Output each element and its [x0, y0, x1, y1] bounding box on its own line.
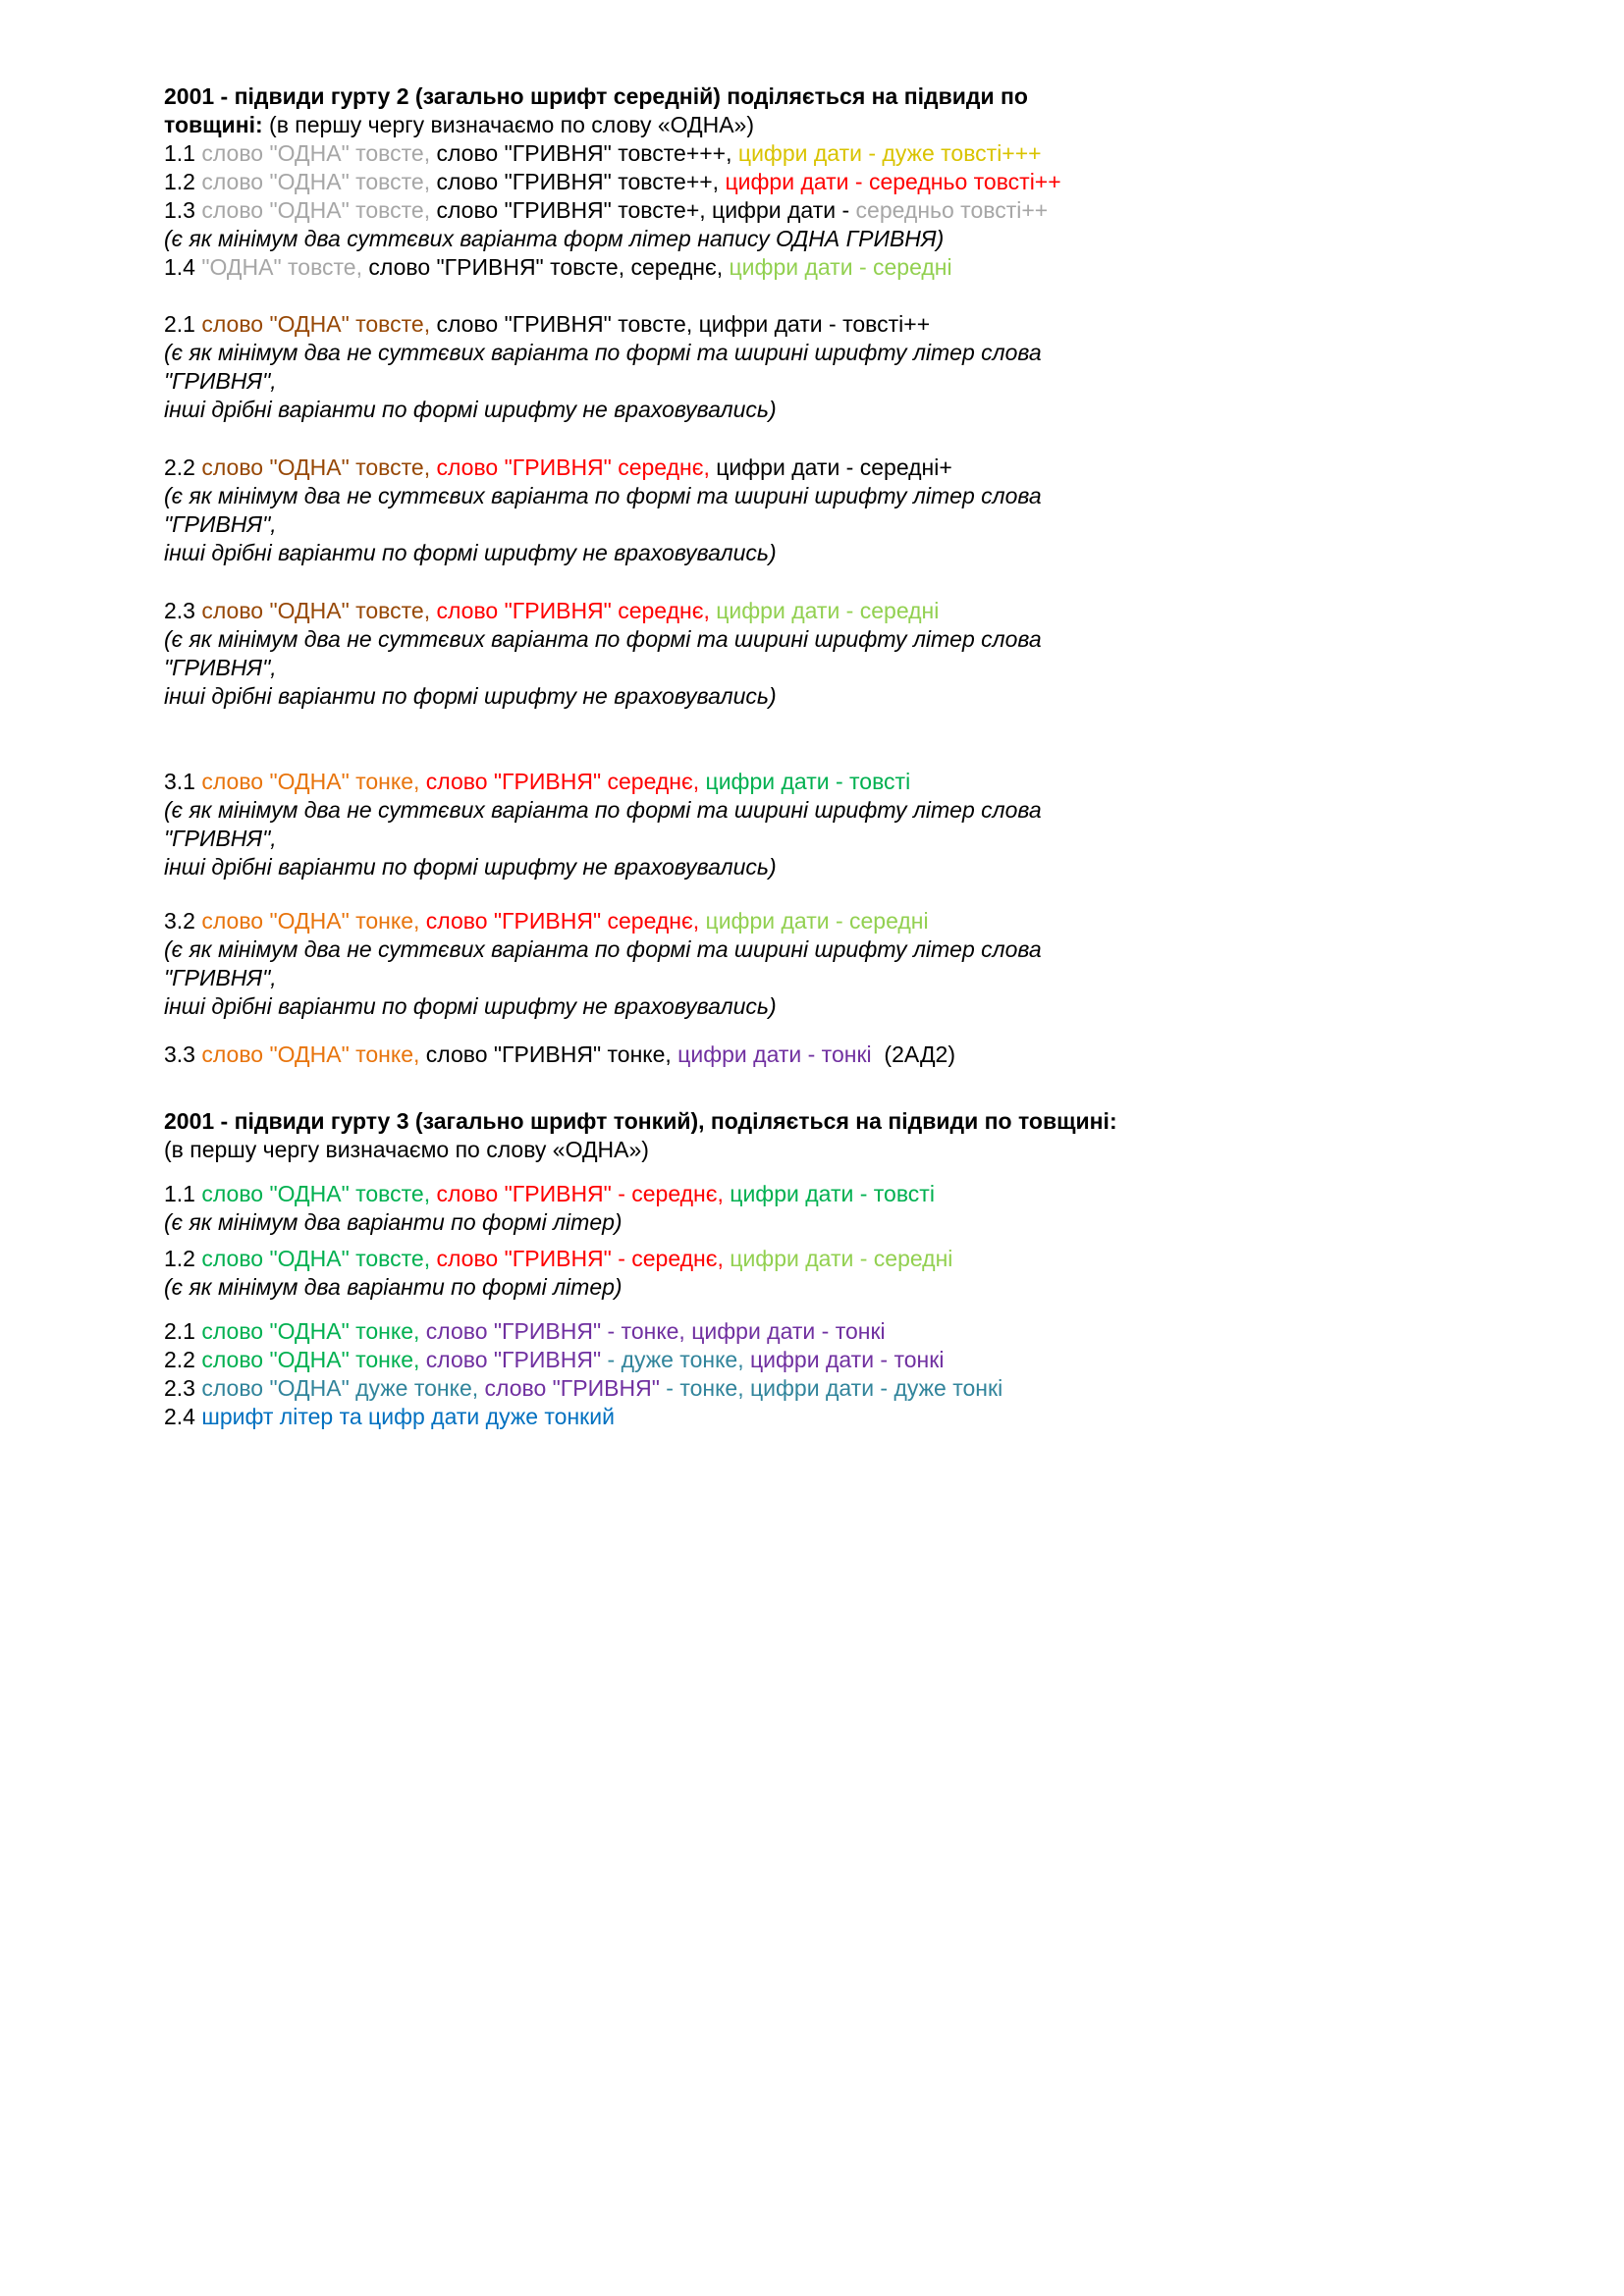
text-segment: слово "ГРИВНЯ" товсте+++,	[436, 140, 738, 166]
g3-line-2-2	[164, 1346, 1565, 1374]
text-segment: цифри дати - товсті	[705, 769, 911, 794]
text-segment: інші дрібні варіанти по формі шрифту не враховувались)	[164, 854, 777, 880]
g2-note-long-2c	[164, 539, 1565, 567]
g2-note-long-2b	[164, 510, 1565, 539]
text-segment: (є як мінімум два варіанти по формі літер)	[164, 1274, 623, 1300]
text-segment: слово "ОДНА" товсте,	[201, 1246, 437, 1271]
text-segment: 1.1	[164, 1181, 202, 1206]
text-segment: цифри дати - середні	[730, 1246, 953, 1271]
text-segment: цифри дати - середні	[705, 908, 929, 934]
g2-note-long-5c	[164, 992, 1565, 1021]
text-segment: "ГРИВНЯ",	[164, 368, 277, 394]
text-segment: (є як мінімум два не суттєвих варіанта по формі та ширині шрифту літер слова	[164, 797, 1042, 823]
g3-line-1-2	[164, 1245, 1565, 1273]
heading-group2-line2	[164, 111, 1565, 139]
g2-line-1-3	[164, 196, 1565, 225]
g2-note-long-5a	[164, 935, 1565, 964]
document-content	[164, 82, 1565, 1431]
heading-group3-line2	[164, 1136, 1565, 1164]
text-segment: - тонке,	[659, 1375, 750, 1401]
paragraph-spacer	[164, 282, 1565, 310]
g2-line-2-1	[164, 310, 1565, 339]
text-segment: слово "ОДНА" товсте,	[201, 311, 437, 337]
paragraph-spacer	[164, 1069, 1565, 1107]
text-segment: 2.3	[164, 1375, 202, 1401]
text-segment: слово "ГРИВНЯ" середнє,	[436, 454, 717, 480]
text-segment: (є як мінімум два не суттєвих варіанта по формі та ширині шрифту літер слова	[164, 483, 1042, 508]
text-segment: слово "ГРИВНЯ"	[425, 1347, 602, 1372]
g3-line-1-1	[164, 1180, 1565, 1208]
text-segment: слово "ГРИВНЯ" середнє,	[425, 769, 706, 794]
text-segment: 2.1	[164, 1318, 202, 1344]
g2-note-long-4a	[164, 796, 1565, 825]
g2-note-long-3b	[164, 654, 1565, 682]
paragraph-spacer	[164, 567, 1565, 597]
g2-line-2-3	[164, 597, 1565, 625]
text-segment: (є як мінімум два суттєвих варіанта форм літер напису ОДНА ГРИВНЯ)	[164, 226, 945, 251]
text-segment: слово "ГРИВНЯ" - середнє,	[436, 1181, 731, 1206]
text-segment: слово "ГРИВНЯ" товсте+, цифри дати -	[436, 197, 856, 223]
g2-line-1-1	[164, 139, 1565, 168]
text-segment: слово "ГРИВНЯ" - тонке, цифри дати - тонкі	[425, 1318, 886, 1344]
text-segment: 3.2	[164, 908, 202, 934]
text-segment: 2001 - підвиди гурту 3 (загально шрифт тонкий), поділяється на підвиди по товщині:	[164, 1108, 1117, 1134]
text-segment: слово "ГРИВНЯ" товсте, цифри дати - товсті++	[436, 311, 931, 337]
text-segment: слово "ГРИВНЯ" товсте++,	[436, 169, 726, 194]
text-segment: слово "ОДНА" товсте,	[201, 1181, 437, 1206]
g2-line-3-1	[164, 768, 1565, 796]
text-segment: слово "ОДНА" товсте,	[201, 598, 437, 623]
text-segment: слово "ГРИВНЯ" середнє,	[425, 908, 706, 934]
text-segment: цифри дати - середні	[729, 254, 952, 280]
g3-note-1	[164, 1208, 1565, 1237]
text-segment: цифри дати - середні	[716, 598, 940, 623]
text-segment: слово "ГРИВНЯ" - середнє,	[436, 1246, 731, 1271]
text-segment: (є як мінімум два варіанти по формі літер)	[164, 1209, 623, 1235]
heading-group2-line1	[164, 82, 1565, 111]
g2-line-2-2	[164, 454, 1565, 482]
g2-note-long-1a	[164, 339, 1565, 367]
text-segment: (2АД2)	[871, 1041, 955, 1067]
g2-note-long-3a	[164, 625, 1565, 654]
text-segment: 1.2	[164, 1246, 202, 1271]
text-segment: 2.3	[164, 598, 202, 623]
text-segment: слово "ОДНА" товсте,	[201, 140, 437, 166]
g2-note-long-5b	[164, 964, 1565, 992]
text-segment: слово "ОДНА" тонке,	[201, 1347, 426, 1372]
g3-line-2-3	[164, 1374, 1565, 1403]
text-segment: 2.2	[164, 454, 202, 480]
text-segment: інші дрібні варіанти по формі шрифту не враховувались)	[164, 993, 777, 1019]
paragraph-spacer	[164, 1021, 1565, 1041]
heading-group3-line1	[164, 1107, 1565, 1136]
text-segment: "ОДНА" товсте,	[201, 254, 369, 280]
text-segment: "ГРИВНЯ",	[164, 826, 277, 851]
text-segment: цифри дати - дуже товсті+++	[737, 140, 1042, 166]
text-segment: слово "ОДНА" товсте,	[201, 197, 437, 223]
text-segment: слово "ОДНА" тонке,	[201, 908, 426, 934]
text-segment: інші дрібні варіанти по формі шрифту не враховувались)	[164, 683, 777, 709]
text-segment: цифри дати - товсті	[730, 1181, 935, 1206]
paragraph-spacer	[164, 424, 1565, 454]
text-segment: цифри дати - середньо товсті++	[725, 169, 1061, 194]
text-segment: слово "ОДНА" товсте,	[201, 454, 437, 480]
text-segment: слово "ГРИВНЯ" тонке,	[425, 1041, 678, 1067]
text-segment: 2.4	[164, 1404, 202, 1429]
text-segment: слово "ГРИВНЯ"	[484, 1375, 660, 1401]
paragraph-spacer	[164, 1164, 1565, 1180]
text-segment: слово "ОДНА" тонке,	[201, 769, 426, 794]
text-segment: - дуже тонке,	[601, 1347, 750, 1372]
text-segment: цифри дати - тонкі	[677, 1041, 872, 1067]
g2-note-long-3c	[164, 682, 1565, 711]
g2-line-3-3	[164, 1041, 1565, 1069]
text-segment: слово "ОДНА" тонке,	[201, 1318, 426, 1344]
text-segment: слово "ОДНА" тонке,	[201, 1041, 426, 1067]
text-segment: "ГРИВНЯ",	[164, 655, 277, 680]
text-segment: "ГРИВНЯ",	[164, 965, 277, 990]
g2-note-long-4b	[164, 825, 1565, 853]
text-segment: цифри дати - тонкі	[749, 1347, 945, 1372]
text-segment: слово "ГРИВНЯ" середнє,	[436, 598, 717, 623]
g3-note-2	[164, 1273, 1565, 1302]
text-segment: 2.2	[164, 1347, 202, 1372]
text-segment: (є як мінімум два не суттєвих варіанта по формі та ширині шрифту літер слова	[164, 626, 1042, 652]
g2-note-variants	[164, 225, 1565, 253]
g2-line-1-4	[164, 253, 1565, 282]
text-segment: слово "ОДНА" товсте,	[201, 169, 437, 194]
text-segment: середньо товсті++	[855, 197, 1049, 223]
text-segment: (є як мінімум два не суттєвих варіанта по формі та ширині шрифту літер слова	[164, 340, 1042, 365]
text-segment: слово "ГРИВНЯ" товсте, середнє,	[368, 254, 730, 280]
text-segment: інші дрібні варіанти по формі шрифту не враховувались)	[164, 397, 777, 422]
text-segment: "ГРИВНЯ",	[164, 511, 277, 537]
g2-line-3-2	[164, 907, 1565, 935]
paragraph-spacer	[164, 1302, 1565, 1317]
paragraph-spacer	[164, 1237, 1565, 1245]
text-segment: інші дрібні варіанти по формі шрифту не враховувались)	[164, 540, 777, 565]
g2-note-long-2a	[164, 482, 1565, 510]
text-segment: 1.3	[164, 197, 202, 223]
g3-line-2-4	[164, 1403, 1565, 1431]
g3-line-2-1	[164, 1317, 1565, 1346]
text-segment: 1.2	[164, 169, 202, 194]
text-segment: 2001 - підвиди гурту 2 (загально шрифт середній) поділяється на підвиди по	[164, 83, 1028, 109]
paragraph-spacer	[164, 881, 1565, 907]
text-segment: цифри дати - середні+	[716, 454, 952, 480]
text-segment: 3.1	[164, 769, 202, 794]
text-segment: 1.4	[164, 254, 202, 280]
text-segment: (в першу чергу визначаємо по слову «ОДНА»)	[164, 1137, 649, 1162]
text-segment: цифри дати - дуже тонкі	[749, 1375, 1003, 1401]
g2-note-long-1b	[164, 367, 1565, 396]
text-segment: (в першу чергу визначаємо по слову «ОДНА»)	[269, 112, 754, 137]
text-segment: (є як мінімум два не суттєвих варіанта по формі та ширині шрифту літер слова	[164, 936, 1042, 962]
text-segment: шрифт літер та цифр дати дуже тонкий	[201, 1404, 615, 1429]
text-segment: товщині:	[164, 112, 270, 137]
text-segment: слово "ОДНА" дуже тонке,	[201, 1375, 485, 1401]
text-segment: 3.3	[164, 1041, 202, 1067]
text-segment: 2.1	[164, 311, 202, 337]
paragraph-spacer	[164, 711, 1565, 768]
g2-note-long-1c	[164, 396, 1565, 424]
g2-note-long-4c	[164, 853, 1565, 881]
g2-line-1-2	[164, 168, 1565, 196]
text-segment: 1.1	[164, 140, 202, 166]
